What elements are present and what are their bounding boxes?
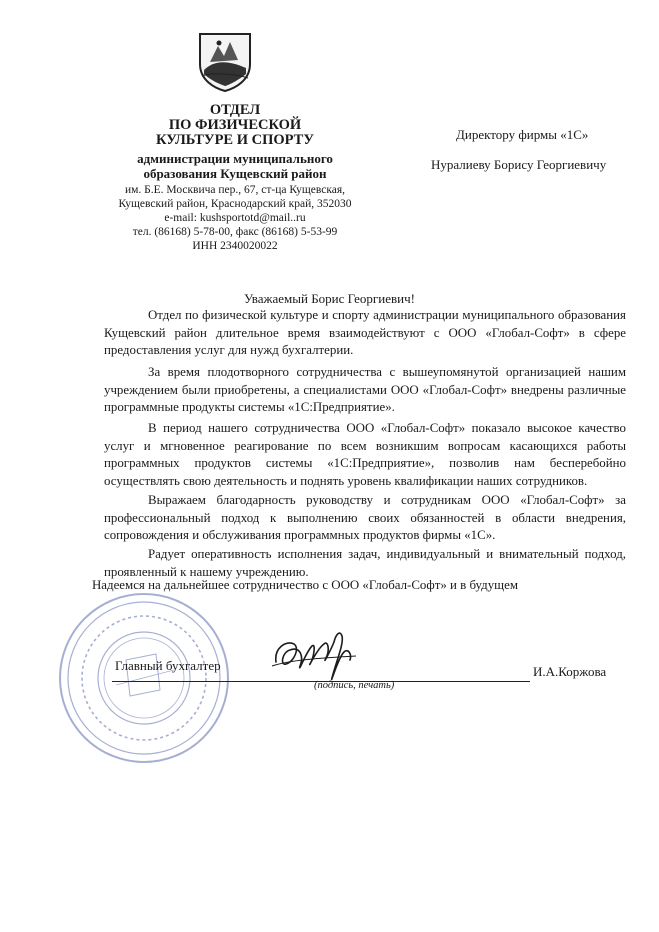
greeting: Уважаемый Борис Георгиевич! xyxy=(244,291,415,306)
paragraph-6: Надеемся на дальнейшее сотрудничество с ООО «Глобал-Софт» и в будущем xyxy=(92,578,518,592)
address-line1: им. Б.Е. Москвича пер., 67, ст-ца Кущевская, xyxy=(124,184,346,196)
org-name-line1: ОТДЕЛ xyxy=(209,102,261,118)
paragraph-5: Радует оперативность исполнения задач, индивидуальный и внимательный подход, проявленный к нашему учреждению. xyxy=(104,547,626,579)
recipient-title: Директору фирмы «1С» xyxy=(456,127,589,142)
admin-line2: образования Кущевский район xyxy=(143,166,327,181)
paragraph-3: В период нашего сотрудничества ООО «Глобал-Софт» показало высокое качество услуг и мгновенное реагирование по всем возникшим вопросам касающихся работы программных продуктов системы «1С:Предприятие», позволив нам бесперебойно осуществлять свою деятельность и поднять уровень квалификации наших сотрудников. xyxy=(104,421,626,488)
inn-line: ИНН 2340020022 xyxy=(192,240,278,252)
signature-note: (подпись, печать) xyxy=(314,680,395,691)
coat-of-arms-icon xyxy=(196,30,254,92)
recipient-name: Нуралиеву Борису Георгиевичу xyxy=(431,157,607,172)
handwritten-signature-icon xyxy=(270,622,360,688)
paragraph-2: За время плодотворного сотрудничества с вышеупомянутой организацией нашим учреждением были приобретены, а специалистами ООО «Глобал-Софт» внедрены различные программные продукты системы «1С:Предприятие». xyxy=(104,365,626,415)
paragraph-4: Выражаем благодарность руководству и сотрудникам ООО «Глобал-Софт» за профессиональный подход к выполнению своих обязанностей в области внедрения, сопровождения и обслуживания программных продуктов фирмы «1С». xyxy=(104,493,626,543)
email-line: e-mail: kushsportotd@mail..ru xyxy=(164,212,306,224)
org-name-line3: КУЛЬТУРЕ И СПОРТУ xyxy=(156,132,314,148)
signer-role: Главный бухгалтер xyxy=(115,658,221,673)
org-name-line2: ПО ФИЗИЧЕСКОЙ xyxy=(168,117,302,133)
address-line2: Кущевский район, Краснодарский край, 352030 xyxy=(118,198,352,210)
paragraph-1: Отдел по физической культуре и спорту администрации муниципального образования Кущевский район длительное время взаимодействуют с ООО «Глобал-Софт» в сфере предоставления услуг для нужд бухгалтерии. xyxy=(104,308,626,358)
official-seal-icon xyxy=(56,590,232,766)
phone-line: тел. (86168) 5-78-00, факс (86168) 5-53-99 xyxy=(132,226,338,238)
signer-name: И.А.Коржова xyxy=(533,664,607,679)
admin-line1: администрации муниципального xyxy=(137,151,333,166)
